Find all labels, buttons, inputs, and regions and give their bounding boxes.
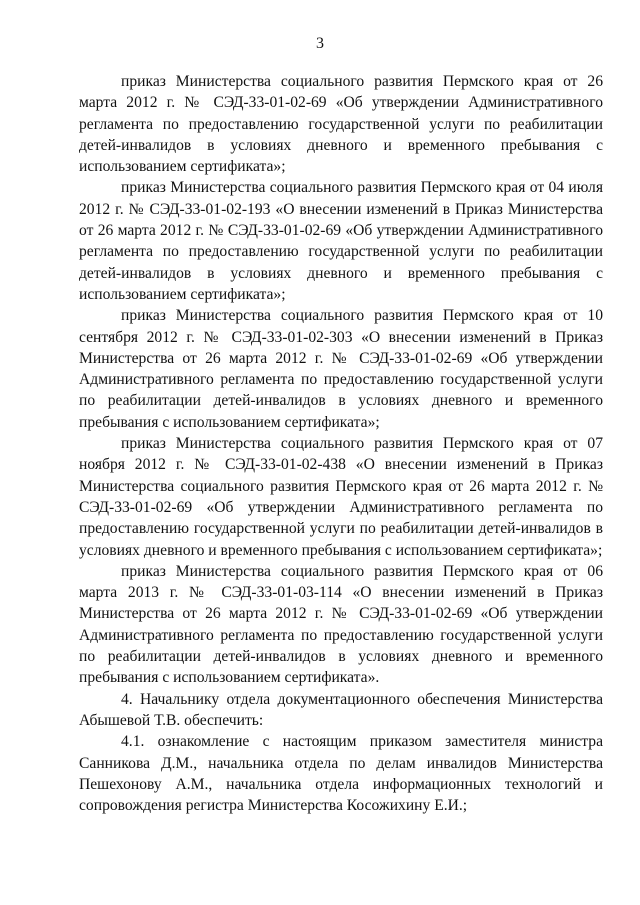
paragraph-order-2012-03-26: приказ Министерства социального развития Пермского края от 26 марта 2012 г. № СЭД-33-01-02-69 «Об утверждении Административного регламента по предоставлению государственной услуги по реабилитации детей-инвалидов в условиях дневного и временного пребывания с использованием сертификата»; [79,73,603,176]
paragraph-item-4: 4. Начальнику отдела документационного обеспечения Министерства Абышевой Т.В. обеспечить: [79,690,603,729]
page-number: 3 [316,35,324,52]
paragraph-order-2012-07-04: приказ Министерства социального развития Пермского края от 04 июля 2012 г. № СЭД-33-01-02-193 «О внесении изменений в Приказ Министерства от 26 марта 2012 г. № СЭД-33-01-02-69 «Об утверждении Административного регламента по предоставлению государственной услуги по реабилитации детей-инвалидов в условиях дневного и временного пребывания с использованием сертификата»; [79,179,603,303]
paragraph-order-2012-11-07: приказ Министерства социального развития Пермского края от 07 ноября 2012 г. № СЭД-33-01-02-438 «О внесении изменений в Приказ Министерства социального развития Пермского края от 26 марта 2012 г. № СЭД-33-01-02-69 «Об утверждении Административного регламента по предоставлению государственной услуги по реабилитации детей-инвалидов в условиях дневного и временного пребывания с использованием сертификата»; [79,435,603,559]
paragraph-order-2013-03-06: приказ Министерства социального развития Пермского края от 06 марта 2013 г. № СЭД-33-01-03-114 «О внесении изменений в Приказ Министерства от 26 марта 2012 г. № СЭД-33-01-02-69 «Об утверждении Административного регламента по предоставлению государственной услуги по реабилитации детей-инвалидов в условиях дневного и временного пребывания с использованием сертификата». [79,562,603,687]
paragraph-item-4-1: 4.1. ознакомление с настоящим приказом заместителя министра Санникова Д.М., начальника отдела по делам инвалидов Министерства Пешехонову А.М., начальника отдела информационных технологий и сопровождения регистра Министерства Косожихину Е.И.; [79,733,603,815]
document-body [79,71,603,816]
paragraph-order-2012-09-10: приказ Министерства социального развития Пермского края от 10 сентября 2012 г. № СЭД-33-01-02-303 «О внесении изменений в Приказ Министерства от 26 марта 2012 г. № СЭД-33-01-02-69 «Об утверждении Административного регламента по предоставлению государственной услуги по реабилитации детей-инвалидов в условиях дневного и временного пребывания с использованием сертификата»; [79,307,603,431]
